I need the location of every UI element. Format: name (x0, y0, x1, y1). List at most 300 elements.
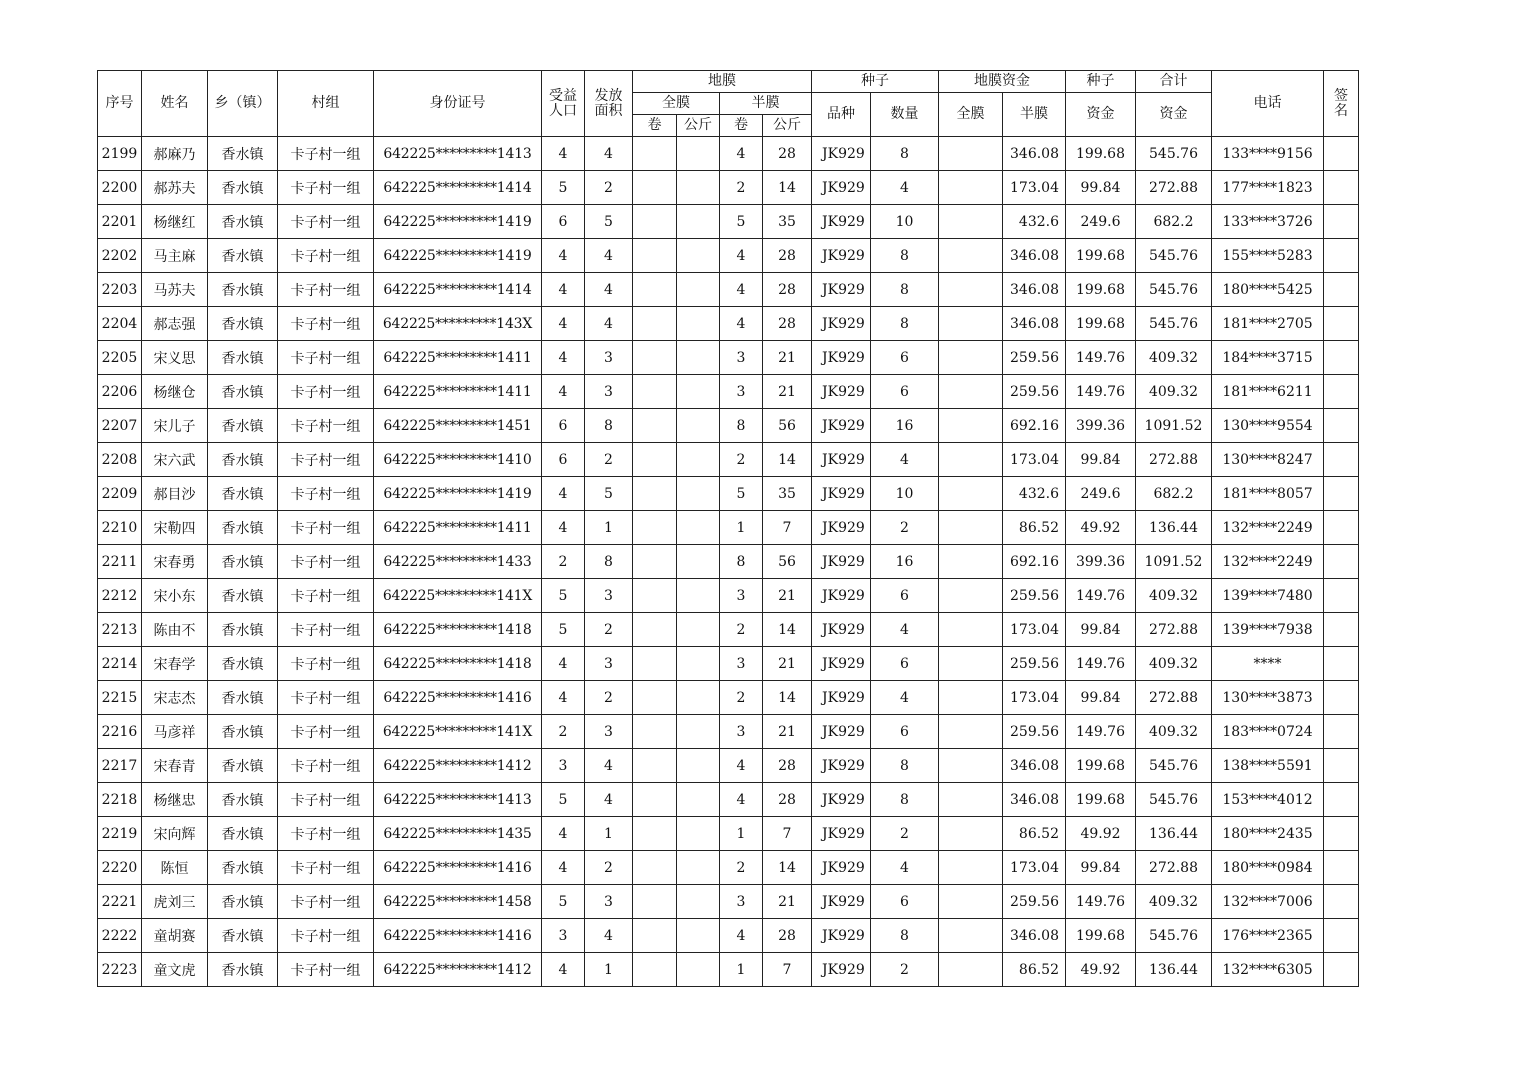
cell-quantity: 4 (871, 613, 939, 647)
cell-full-roll (633, 851, 677, 885)
cell-village: 卡子村一组 (278, 307, 374, 341)
cell-half-kg: 28 (763, 239, 812, 273)
cell-seq: 2204 (98, 307, 142, 341)
header-seed-fund: 资金 (1066, 93, 1136, 137)
cell-total: 409.32 (1136, 375, 1212, 409)
cell-population: 3 (542, 919, 585, 953)
cell-full-roll (633, 613, 677, 647)
cell-full-fund (939, 273, 1003, 307)
cell-half-kg: 7 (763, 953, 812, 987)
cell-town: 香水镇 (208, 443, 278, 477)
cell-area: 8 (585, 409, 633, 443)
cell-area: 1 (585, 511, 633, 545)
cell-id: 642225*********1413 (374, 137, 542, 171)
cell-total: 272.88 (1136, 443, 1212, 477)
cell-phone: 153****4012 (1212, 783, 1324, 817)
cell-half-kg: 28 (763, 919, 812, 953)
cell-half-roll: 3 (720, 579, 763, 613)
cell-seq: 2203 (98, 273, 142, 307)
cell-area: 5 (585, 477, 633, 511)
cell-variety: JK929 (812, 919, 871, 953)
cell-town: 香水镇 (208, 851, 278, 885)
cell-quantity: 6 (871, 341, 939, 375)
cell-half-fund: 346.08 (1003, 239, 1066, 273)
cell-area: 2 (585, 443, 633, 477)
cell-total: 682.2 (1136, 205, 1212, 239)
cell-quantity: 6 (871, 375, 939, 409)
cell-full-fund (939, 545, 1003, 579)
cell-name: 宋志杰 (142, 681, 208, 715)
cell-area: 4 (585, 137, 633, 171)
cell-half-kg: 14 (763, 681, 812, 715)
cell-town: 香水镇 (208, 953, 278, 987)
cell-name: 宋小东 (142, 579, 208, 613)
header-village: 村组 (278, 71, 374, 137)
cell-seed-fund: 149.76 (1066, 885, 1136, 919)
cell-half-roll: 4 (720, 749, 763, 783)
cell-seed-fund: 199.68 (1066, 239, 1136, 273)
cell-full-roll (633, 647, 677, 681)
cell-half-fund: 173.04 (1003, 443, 1066, 477)
cell-half-fund: 259.56 (1003, 579, 1066, 613)
cell-total: 409.32 (1136, 579, 1212, 613)
cell-signature (1324, 545, 1359, 579)
cell-full-roll (633, 443, 677, 477)
cell-area: 2 (585, 171, 633, 205)
cell-total: 545.76 (1136, 137, 1212, 171)
cell-name: 宋春勇 (142, 545, 208, 579)
cell-half-roll: 3 (720, 647, 763, 681)
cell-half-fund: 173.04 (1003, 613, 1066, 647)
cell-population: 5 (542, 613, 585, 647)
distribution-table (97, 70, 1359, 987)
cell-quantity: 10 (871, 205, 939, 239)
cell-population: 4 (542, 681, 585, 715)
cell-id: 642225*********1414 (374, 273, 542, 307)
cell-phone: 155****5283 (1212, 239, 1324, 273)
cell-half-roll: 5 (720, 477, 763, 511)
cell-full-fund (939, 171, 1003, 205)
cell-seed-fund: 249.6 (1066, 477, 1136, 511)
cell-seed-fund: 149.76 (1066, 375, 1136, 409)
cell-phone: 139****7938 (1212, 613, 1324, 647)
cell-half-roll: 8 (720, 545, 763, 579)
table-row (98, 783, 1359, 817)
cell-variety: JK929 (812, 545, 871, 579)
cell-area: 4 (585, 239, 633, 273)
cell-village: 卡子村一组 (278, 477, 374, 511)
cell-half-kg: 21 (763, 341, 812, 375)
header-town: 乡（镇） (208, 71, 278, 137)
cell-full-roll (633, 817, 677, 851)
cell-half-fund: 259.56 (1003, 885, 1066, 919)
cell-signature (1324, 749, 1359, 783)
table-row (98, 137, 1359, 171)
cell-half-roll: 5 (720, 205, 763, 239)
cell-name: 郝志强 (142, 307, 208, 341)
cell-variety: JK929 (812, 783, 871, 817)
cell-half-kg: 28 (763, 783, 812, 817)
cell-variety: JK929 (812, 341, 871, 375)
table-row (98, 375, 1359, 409)
cell-full-kg (677, 851, 720, 885)
cell-phone: 181****2705 (1212, 307, 1324, 341)
cell-half-roll: 2 (720, 171, 763, 205)
cell-seed-fund: 199.68 (1066, 273, 1136, 307)
cell-name: 虎刘三 (142, 885, 208, 919)
cell-area: 1 (585, 817, 633, 851)
table-row (98, 953, 1359, 987)
cell-full-roll (633, 749, 677, 783)
cell-seq: 2223 (98, 953, 142, 987)
cell-name: 杨继红 (142, 205, 208, 239)
cell-full-fund (939, 749, 1003, 783)
table-row (98, 851, 1359, 885)
cell-half-fund: 86.52 (1003, 511, 1066, 545)
cell-name: 宋义思 (142, 341, 208, 375)
cell-id: 642225*********1411 (374, 341, 542, 375)
cell-id: 642225*********141X (374, 715, 542, 749)
cell-phone: 130****3873 (1212, 681, 1324, 715)
cell-id: 642225*********1412 (374, 749, 542, 783)
cell-half-fund: 259.56 (1003, 375, 1066, 409)
cell-half-kg: 35 (763, 205, 812, 239)
cell-quantity: 6 (871, 885, 939, 919)
cell-phone: 139****7480 (1212, 579, 1324, 613)
cell-half-kg: 28 (763, 307, 812, 341)
cell-half-fund: 173.04 (1003, 681, 1066, 715)
cell-name: 陈由不 (142, 613, 208, 647)
cell-full-kg (677, 647, 720, 681)
cell-seq: 2211 (98, 545, 142, 579)
cell-phone: **** (1212, 647, 1324, 681)
cell-village: 卡子村一组 (278, 919, 374, 953)
cell-full-kg (677, 511, 720, 545)
cell-signature (1324, 239, 1359, 273)
cell-signature (1324, 579, 1359, 613)
cell-town: 香水镇 (208, 409, 278, 443)
cell-half-fund: 259.56 (1003, 715, 1066, 749)
cell-village: 卡子村一组 (278, 783, 374, 817)
cell-phone: 183****0724 (1212, 715, 1324, 749)
cell-town: 香水镇 (208, 477, 278, 511)
cell-quantity: 6 (871, 579, 939, 613)
cell-area: 2 (585, 613, 633, 647)
cell-full-fund (939, 511, 1003, 545)
cell-signature (1324, 681, 1359, 715)
cell-seq: 2213 (98, 613, 142, 647)
table-row (98, 715, 1359, 749)
cell-half-roll: 4 (720, 307, 763, 341)
cell-name: 马主麻 (142, 239, 208, 273)
cell-signature (1324, 919, 1359, 953)
cell-full-roll (633, 681, 677, 715)
cell-signature (1324, 477, 1359, 511)
cell-town: 香水镇 (208, 137, 278, 171)
cell-phone: 181****8057 (1212, 477, 1324, 511)
cell-full-fund (939, 137, 1003, 171)
cell-half-roll: 1 (720, 817, 763, 851)
table-row (98, 613, 1359, 647)
cell-area: 4 (585, 783, 633, 817)
cell-village: 卡子村一组 (278, 545, 374, 579)
cell-town: 香水镇 (208, 715, 278, 749)
cell-quantity: 16 (871, 409, 939, 443)
cell-town: 香水镇 (208, 885, 278, 919)
cell-full-roll (633, 137, 677, 171)
cell-town: 香水镇 (208, 681, 278, 715)
cell-variety: JK929 (812, 307, 871, 341)
cell-name: 宋春青 (142, 749, 208, 783)
cell-full-fund (939, 375, 1003, 409)
cell-half-roll: 3 (720, 715, 763, 749)
cell-name: 马苏夫 (142, 273, 208, 307)
cell-population: 4 (542, 239, 585, 273)
cell-population: 5 (542, 885, 585, 919)
cell-total: 136.44 (1136, 953, 1212, 987)
cell-seq: 2206 (98, 375, 142, 409)
cell-seq: 2212 (98, 579, 142, 613)
cell-full-kg (677, 953, 720, 987)
cell-seq: 2217 (98, 749, 142, 783)
table-row (98, 477, 1359, 511)
cell-village: 卡子村一组 (278, 613, 374, 647)
cell-variety: JK929 (812, 477, 871, 511)
cell-seq: 2210 (98, 511, 142, 545)
cell-half-roll: 4 (720, 783, 763, 817)
cell-seed-fund: 199.68 (1066, 749, 1136, 783)
cell-village: 卡子村一组 (278, 579, 374, 613)
header-half-film-fund: 半膜 (1003, 93, 1066, 137)
cell-variety: JK929 (812, 205, 871, 239)
cell-half-fund: 259.56 (1003, 341, 1066, 375)
cell-full-fund (939, 477, 1003, 511)
cell-seed-fund: 199.68 (1066, 137, 1136, 171)
cell-full-roll (633, 171, 677, 205)
cell-area: 3 (585, 715, 633, 749)
cell-seed-fund: 199.68 (1066, 783, 1136, 817)
cell-population: 4 (542, 137, 585, 171)
header-film-fund: 地膜资金 (939, 71, 1066, 93)
cell-half-roll: 2 (720, 443, 763, 477)
cell-variety: JK929 (812, 817, 871, 851)
cell-town: 香水镇 (208, 783, 278, 817)
cell-half-kg: 14 (763, 613, 812, 647)
cell-full-fund (939, 817, 1003, 851)
cell-full-roll (633, 375, 677, 409)
cell-town: 香水镇 (208, 273, 278, 307)
cell-variety: JK929 (812, 273, 871, 307)
table-row (98, 885, 1359, 919)
cell-total: 136.44 (1136, 817, 1212, 851)
cell-village: 卡子村一组 (278, 137, 374, 171)
cell-total: 545.76 (1136, 273, 1212, 307)
cell-phone: 132****7006 (1212, 885, 1324, 919)
cell-id: 642225*********1411 (374, 511, 542, 545)
cell-name: 杨继忠 (142, 783, 208, 817)
cell-half-kg: 21 (763, 579, 812, 613)
cell-area: 2 (585, 681, 633, 715)
cell-seed-fund: 199.68 (1066, 919, 1136, 953)
cell-half-roll: 3 (720, 375, 763, 409)
cell-town: 香水镇 (208, 749, 278, 783)
cell-full-roll (633, 545, 677, 579)
cell-seq: 2215 (98, 681, 142, 715)
cell-full-kg (677, 409, 720, 443)
cell-total: 272.88 (1136, 681, 1212, 715)
cell-name: 杨继仓 (142, 375, 208, 409)
cell-half-fund: 346.08 (1003, 307, 1066, 341)
cell-full-fund (939, 681, 1003, 715)
cell-town: 香水镇 (208, 817, 278, 851)
cell-variety: JK929 (812, 409, 871, 443)
cell-seed-fund: 399.36 (1066, 409, 1136, 443)
cell-seq: 2221 (98, 885, 142, 919)
cell-full-fund (939, 341, 1003, 375)
cell-population: 2 (542, 545, 585, 579)
cell-village: 卡子村一组 (278, 647, 374, 681)
cell-half-roll: 3 (720, 341, 763, 375)
cell-half-kg: 14 (763, 171, 812, 205)
cell-signature (1324, 137, 1359, 171)
cell-area: 3 (585, 341, 633, 375)
table-row (98, 239, 1359, 273)
table-row (98, 273, 1359, 307)
cell-seed-fund: 249.6 (1066, 205, 1136, 239)
cell-full-fund (939, 307, 1003, 341)
cell-full-fund (939, 647, 1003, 681)
header-full-film: 全膜 (633, 93, 720, 115)
cell-id: 642225*********1414 (374, 171, 542, 205)
cell-signature (1324, 511, 1359, 545)
header-variety: 品种 (812, 93, 871, 137)
cell-seq: 2200 (98, 171, 142, 205)
cell-town: 香水镇 (208, 341, 278, 375)
cell-population: 6 (542, 443, 585, 477)
cell-area: 4 (585, 919, 633, 953)
cell-town: 香水镇 (208, 545, 278, 579)
cell-full-kg (677, 341, 720, 375)
cell-name: 马彦祥 (142, 715, 208, 749)
cell-half-kg: 56 (763, 545, 812, 579)
cell-village: 卡子村一组 (278, 273, 374, 307)
cell-phone: 180****5425 (1212, 273, 1324, 307)
cell-village: 卡子村一组 (278, 171, 374, 205)
cell-village: 卡子村一组 (278, 443, 374, 477)
cell-id: 642225*********1416 (374, 681, 542, 715)
cell-id: 642225*********1411 (374, 375, 542, 409)
cell-half-fund: 432.6 (1003, 205, 1066, 239)
cell-id: 642225*********1412 (374, 953, 542, 987)
cell-half-roll: 4 (720, 919, 763, 953)
cell-seq: 2222 (98, 919, 142, 953)
cell-seed-fund: 99.84 (1066, 443, 1136, 477)
table-row (98, 443, 1359, 477)
cell-half-fund: 173.04 (1003, 171, 1066, 205)
cell-signature (1324, 885, 1359, 919)
cell-full-kg (677, 579, 720, 613)
cell-full-fund (939, 715, 1003, 749)
cell-population: 4 (542, 375, 585, 409)
cell-seq: 2209 (98, 477, 142, 511)
cell-seq: 2208 (98, 443, 142, 477)
cell-phone: 176****2365 (1212, 919, 1324, 953)
cell-signature (1324, 647, 1359, 681)
cell-total: 272.88 (1136, 171, 1212, 205)
cell-phone: 130****8247 (1212, 443, 1324, 477)
cell-seed-fund: 149.76 (1066, 647, 1136, 681)
cell-name: 宋向辉 (142, 817, 208, 851)
cell-variety: JK929 (812, 749, 871, 783)
cell-half-fund: 346.08 (1003, 273, 1066, 307)
cell-signature (1324, 409, 1359, 443)
cell-half-roll: 1 (720, 953, 763, 987)
cell-population: 4 (542, 477, 585, 511)
cell-full-kg (677, 239, 720, 273)
cell-quantity: 6 (871, 715, 939, 749)
cell-variety: JK929 (812, 511, 871, 545)
cell-half-kg: 35 (763, 477, 812, 511)
header-full-kg: 公斤 (677, 115, 720, 137)
cell-variety: JK929 (812, 953, 871, 987)
table-row (98, 579, 1359, 613)
cell-variety: JK929 (812, 715, 871, 749)
header-total-fund: 资金 (1136, 93, 1212, 137)
cell-variety: JK929 (812, 851, 871, 885)
cell-half-kg: 14 (763, 443, 812, 477)
cell-quantity: 4 (871, 681, 939, 715)
cell-town: 香水镇 (208, 919, 278, 953)
cell-variety: JK929 (812, 239, 871, 273)
cell-full-kg (677, 307, 720, 341)
cell-total: 545.76 (1136, 307, 1212, 341)
cell-half-fund: 346.08 (1003, 137, 1066, 171)
cell-village: 卡子村一组 (278, 239, 374, 273)
cell-full-fund (939, 239, 1003, 273)
cell-total: 136.44 (1136, 511, 1212, 545)
cell-full-fund (939, 885, 1003, 919)
cell-half-kg: 21 (763, 885, 812, 919)
header-id: 身份证号 (374, 71, 542, 137)
cell-full-kg (677, 613, 720, 647)
cell-full-roll (633, 307, 677, 341)
table-row (98, 341, 1359, 375)
cell-signature (1324, 953, 1359, 987)
cell-half-fund: 692.16 (1003, 409, 1066, 443)
cell-full-roll (633, 579, 677, 613)
cell-variety: JK929 (812, 137, 871, 171)
cell-signature (1324, 171, 1359, 205)
header-full-film-fund: 全膜 (939, 93, 1003, 137)
cell-total: 409.32 (1136, 647, 1212, 681)
cell-name: 宋春学 (142, 647, 208, 681)
cell-area: 3 (585, 647, 633, 681)
cell-seq: 2205 (98, 341, 142, 375)
cell-total: 272.88 (1136, 613, 1212, 647)
cell-village: 卡子村一组 (278, 715, 374, 749)
cell-variety: JK929 (812, 647, 871, 681)
cell-quantity: 4 (871, 851, 939, 885)
cell-population: 4 (542, 511, 585, 545)
cell-signature (1324, 341, 1359, 375)
cell-half-roll: 1 (720, 511, 763, 545)
cell-phone: 180****0984 (1212, 851, 1324, 885)
header-half-film: 半膜 (720, 93, 812, 115)
cell-id: 642225*********1433 (374, 545, 542, 579)
cell-phone: 132****2249 (1212, 545, 1324, 579)
cell-phone: 181****6211 (1212, 375, 1324, 409)
cell-village: 卡子村一组 (278, 409, 374, 443)
